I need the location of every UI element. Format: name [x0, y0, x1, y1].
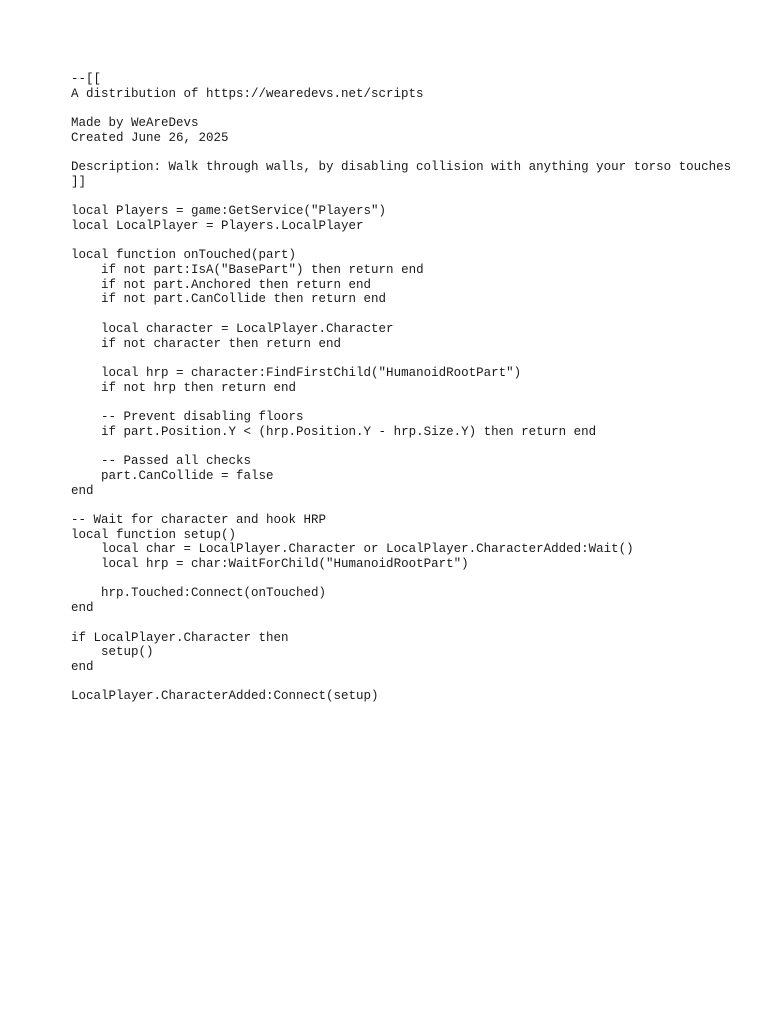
- code-line: -- Passed all checks: [71, 454, 252, 469]
- code-line: [71, 146, 751, 161]
- code-line: Created June 26, 2025: [71, 130, 229, 145]
- code-line: if LocalPlayer.Character then: [71, 630, 289, 645]
- code-line: -- Wait for character and hook HRP: [71, 512, 327, 527]
- code-line: [71, 351, 751, 366]
- code-line: Description: Walk through walls, by disabling collision with anything your torso touches: [71, 160, 732, 175]
- code-line: Made by WeAreDevs: [71, 116, 199, 131]
- code-line: hrp.Touched:Connect(onTouched): [71, 586, 327, 601]
- code-line: -- Prevent disabling floors: [71, 410, 304, 425]
- code-line: [71, 395, 751, 410]
- code-line: ]]: [71, 174, 87, 189]
- code-line: local Players = game:GetService("Players"): [71, 204, 387, 219]
- code-line: if not hrp then return end: [71, 380, 297, 395]
- code-line: end: [71, 601, 94, 616]
- code-line: [71, 572, 751, 587]
- code-line: A distribution of https://wearedevs.net/scripts: [71, 86, 424, 101]
- code-line: LocalPlayer.CharacterAdded:Connect(setup): [71, 689, 379, 704]
- code-line: local LocalPlayer = Players.LocalPlayer: [71, 218, 364, 233]
- code-line: [71, 190, 751, 205]
- code-line: if part.Position.Y < (hrp.Position.Y - hrp.Size.Y) then return end: [71, 424, 597, 439]
- code-line: if not part:IsA("BasePart") then return end: [71, 263, 424, 278]
- code-line: [71, 234, 751, 249]
- code-line: [71, 439, 751, 454]
- code-line: local hrp = char:WaitForChild("HumanoidRootPart"): [71, 557, 469, 572]
- code-line: local character = LocalPlayer.Character: [71, 321, 394, 336]
- code-line: [71, 498, 751, 513]
- code-line: --[[: [71, 72, 102, 86]
- code-line: end: [71, 483, 94, 498]
- code-line: end: [71, 659, 94, 674]
- code-line: local function setup(): [71, 527, 237, 542]
- code-line: if not part.Anchored then return end: [71, 277, 372, 292]
- code-line: local char = LocalPlayer.Character or LocalPlayer.CharacterAdded:Wait(): [71, 542, 634, 557]
- code-line: setup(): [71, 645, 154, 660]
- code-line: [71, 616, 751, 631]
- code-document: [71, 72, 751, 704]
- code-line: [71, 675, 751, 690]
- code-line: if not character then return end: [71, 336, 342, 351]
- code-line: if not part.CanCollide then return end: [71, 292, 387, 307]
- code-line: [71, 307, 751, 322]
- code-line: local hrp = character:FindFirstChild("HumanoidRootPart"): [71, 365, 522, 380]
- code-line: local function onTouched(part): [71, 248, 297, 263]
- code-line: part.CanCollide = false: [71, 468, 274, 483]
- code-line: [71, 101, 751, 116]
